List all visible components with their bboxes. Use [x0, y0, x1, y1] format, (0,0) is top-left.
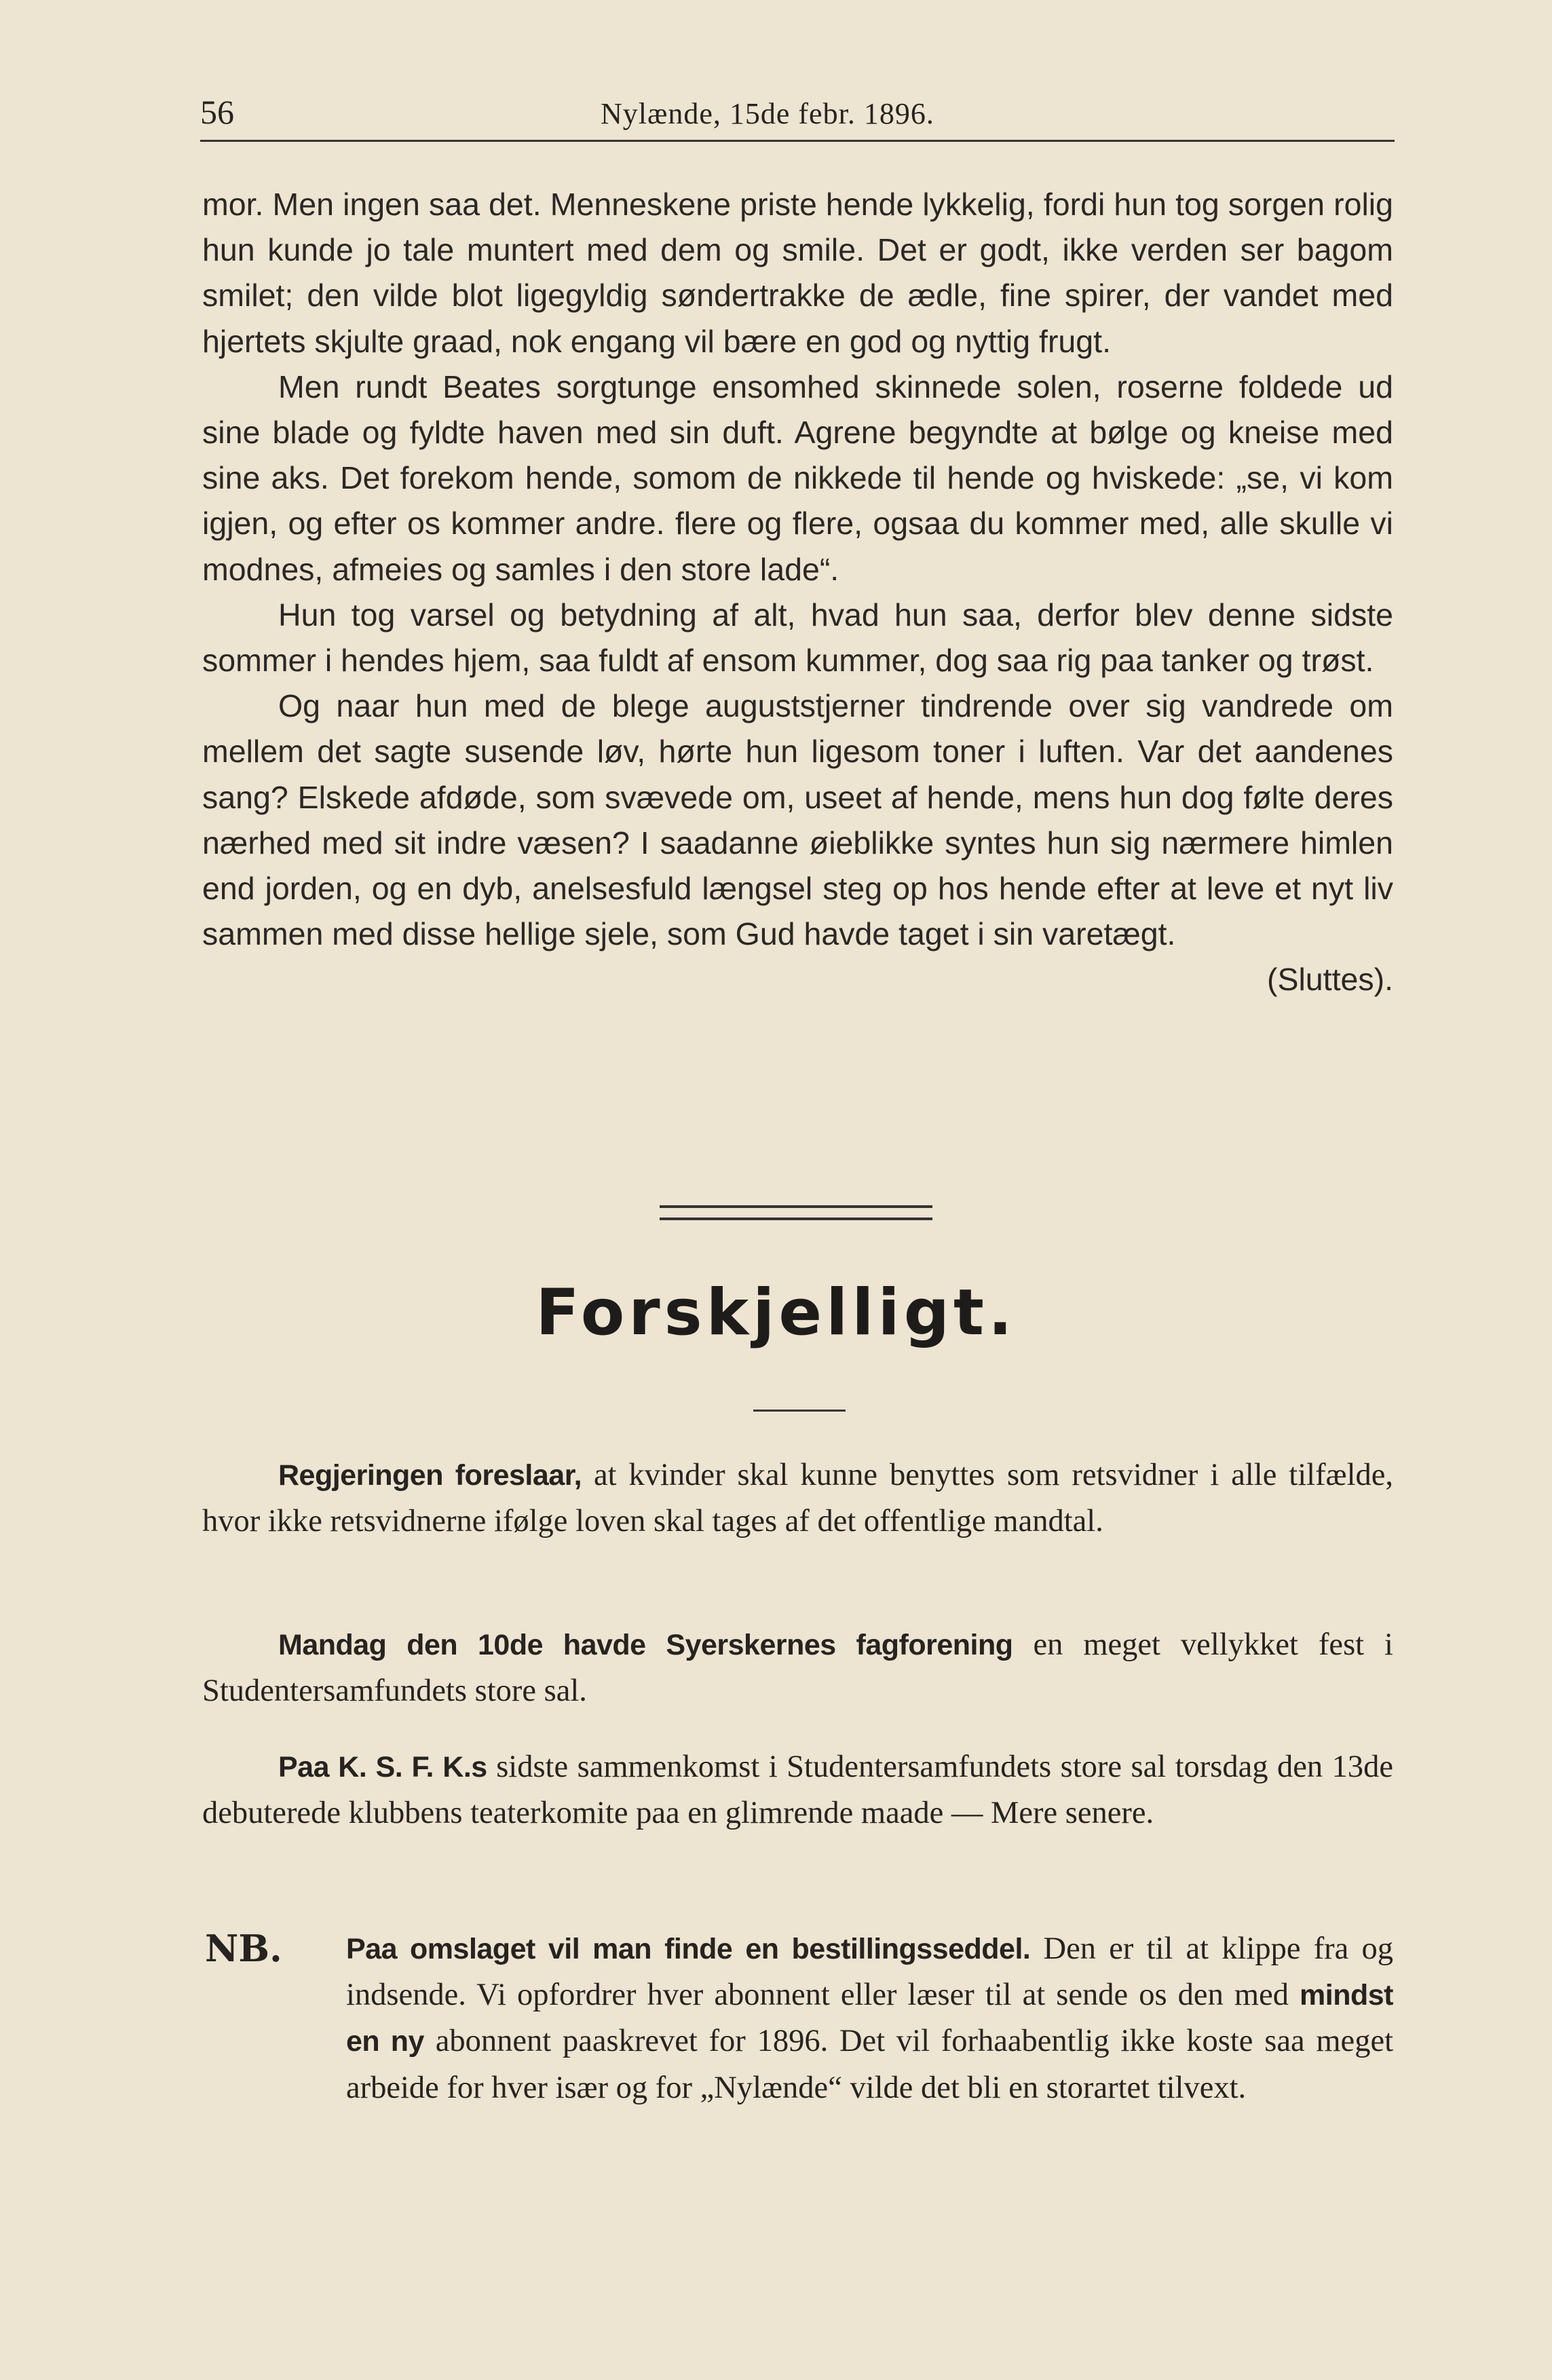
running-head: Nylænde, 15de febr. 1896.	[601, 97, 934, 130]
notice-text: sidste sammenkomst i Studentersamfundets store sal torsdag den 13de debuterede klubbens teaterkomite paa en glimrende maade — Mere senere.	[202, 1750, 1393, 1831]
page-number: 56	[200, 93, 234, 131]
nb-text-part: abonnent paaskrevet for 1896. Det vil forhaabentlig ikke koste saa meget arbeide for hver især og for „Nylænde“ vilde det bli en storartet tilvext.	[346, 2024, 1393, 2105]
nb-notice	[202, 1926, 1393, 2111]
section-title: Forskjelligt.	[535, 1276, 1017, 1350]
to-be-concluded-note: (Sluttes).	[1266, 962, 1393, 998]
notice-lead: Paa K. S. F. K.s	[278, 1751, 487, 1783]
section-divider-double-rule	[660, 1205, 932, 1220]
nb-label: NB.	[205, 1927, 282, 1970]
notice-text: at kvinder skal kunne benyttes som retsvidner i alle tilfælde, hvor ikke retsvidnerne ifølge loven skal tages af det offentlige mandtal.	[202, 1458, 1393, 1539]
story-paragraph: Og naar hun med de blege auguststjerner tindrende over sig vandrede om mellem det sagte susende løv, hørte hun ligesom toner i luften. Var det aandenes sang? Elskede afdøde, som svævede om, useet af hende, mens hun dog følte deres nærhed med sit indre væsen? I saadanne øieblikke syntes hun sig nærmere himlen end jorden, og en dyb, anelsesfuld længsel steg op hos hende efter at leve et nyt liv sammen med disse hellige sjele, som Gud havde taget i sin varetægt.	[202, 688, 1393, 952]
notice-lead: Regjeringen foreslaar,	[278, 1459, 582, 1492]
story-paragraph: mor. Men ingen saa det. Menneskene priste hende lykkelig, fordi hun tog sorgen rolig hun kunde jo tale muntert med dem og smile. Det er godt, ikke verden ser bagom smilet; den vilde blot ligegyldig søndertrakke de ædle, fine spirer, der vandet med hjertets skjulte graad, nok engang vil bære en god og nyttig frugt.	[202, 187, 1393, 359]
story-paragraph: Hun tog varsel og betydning af alt, hvad hun saa, derfor blev denne sidste sommer i hendes hjem, saa fuldt af ensom kummer, dog saa rig paa tanker og trøst.	[202, 597, 1393, 679]
story-paragraph: Men rundt Beates sorgtunge ensomhed skinnede solen, roserne foldede ud sine blade og fyldte haven med sin duft. Agrene begyndte at bølge og kneise med sine aks. Det forekom hende, somom de nikkede til hende og hviskede: „se, vi kom igjen, og efter os kommer andre. flere og flere, ogsaa du kommer med, alle skulle vi modnes, afmeies og samles i den store lade“.	[202, 369, 1393, 587]
notice-item	[202, 1622, 1393, 1714]
page-header	[200, 92, 1395, 142]
section-divider-short-rule	[753, 1410, 846, 1412]
nb-lead: Paa omslaget vil man finde en bestillingsseddel.	[346, 1933, 1031, 1965]
notice-lead: Mandag den 10de havde Syerskernes fagforening	[278, 1629, 1013, 1661]
story-continuation	[202, 182, 1393, 1003]
notice-item	[202, 1744, 1393, 1836]
notice-item	[202, 1452, 1393, 1544]
nb-text-part: Den er til at klippe fra og indsende. Vi opfordrer hver abonnent eller læser til at sende os den med	[346, 1931, 1394, 2013]
nb-text	[346, 1926, 1393, 2111]
notice-text: en meget vellykket fest i Studentersamfundets store sal.	[202, 1627, 1393, 1709]
nb-emphasis: mindst en ny	[346, 1979, 1393, 2058]
